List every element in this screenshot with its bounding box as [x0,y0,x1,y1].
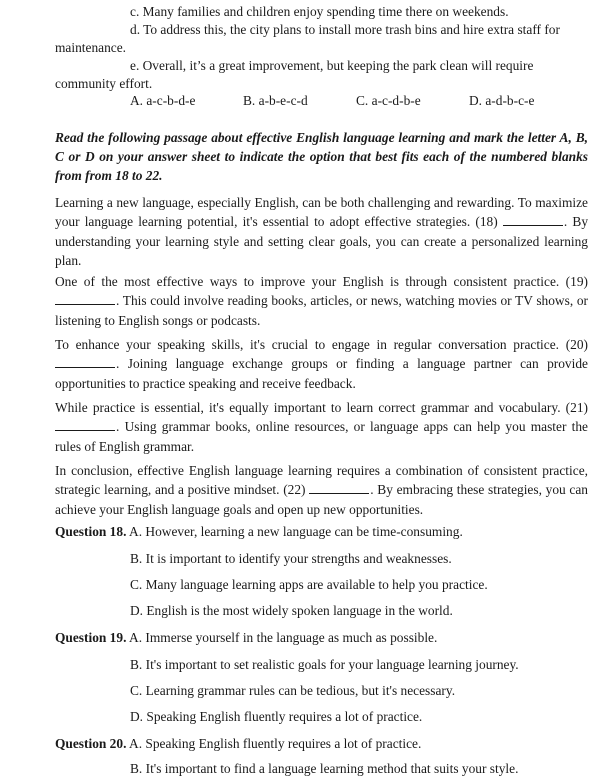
ordering-item-e: e. Overall, it’s a great improvement, but keeping the park clean will require [130,58,534,73]
answer-blank-22 [309,483,369,494]
ordering-item-d: d. To address this, the city plans to install more trash bins and hire extra staff for [130,22,560,37]
q19-option-a[interactable]: A. Immerse yourself in the language as much as possible. [129,630,438,645]
passage-paragraph-1 [55,193,588,270]
ordering-item-c: c. Many families and children enjoy spending time there on weekends. [130,4,509,19]
question-18 [55,524,463,540]
paragraph-text: While practice is essential, it's equally important to learn correct grammar and vocabulary. (21) [55,400,588,415]
option-c[interactable]: C. a-c-d-b-e [356,93,421,108]
question-label: Question 20. [55,736,127,751]
paragraph-text: . By embracing these strategies, you can achieve your English language goals and open up new opportunities. [55,482,588,517]
answer-blank-21 [55,420,115,431]
question-label: Question 19. [55,630,127,645]
q18-option-a[interactable]: A. However, learning a new language can be time-consuming. [129,524,463,539]
paragraph-text: . By understanding your learning style and setting clear goals, you can create a personalized learning plan. [55,214,589,268]
q18-option-c[interactable]: C. Many language learning apps are available to help you practice. [130,577,488,592]
option-a[interactable]: A. a-c-b-d-e [130,93,196,108]
section-instruction: Read the following passage about effective English language learning and mark the letter A, B, C or D on your answer sheet to indicate the option that best fits each of the numbered blanks from from 18 to 22. [55,130,588,183]
question-19 [55,630,437,646]
q20-option-a[interactable]: A. Speaking English fluently requires a lot of practice. [129,736,422,751]
passage-paragraph-2 [55,272,588,330]
ordering-item-d-cont: maintenance. [55,40,127,55]
question-label: Question 18. [55,524,127,539]
paragraph-text: . This could involve reading books, articles, or news, watching movies or TV shows, or listening to English songs or podcasts. [55,293,588,328]
answer-blank-19 [55,294,115,305]
passage-paragraph-3 [55,335,588,393]
q19-option-d[interactable]: D. Speaking English fluently requires a lot of practice. [130,709,423,724]
paragraph-text: Learning a new language, especially English, can be both challenging and rewarding. To maximize your language learning potential, it's essential to adopt effective strategies. (18) [55,195,588,230]
answer-blank-18 [503,215,563,226]
paragraph-text: To enhance your speaking skills, it's crucial to engage in regular conversation practice. (20) [55,337,588,352]
passage-paragraph-5 [55,461,588,519]
paragraph-text: . Using grammar books, online resources, or language apps can help you master the rules of English grammar. [55,419,588,454]
ordering-options [0,93,606,109]
q18-option-b[interactable]: B. It is important to identify your strengths and weaknesses. [130,551,452,566]
q20-option-b[interactable]: B. It's important to find a language learning method that suits your style. [130,761,519,776]
option-b[interactable]: B. a-b-e-c-d [243,93,308,108]
ordering-item-e-cont: community effort. [55,76,153,91]
q18-option-d[interactable]: D. English is the most widely spoken language in the world. [130,603,453,618]
paragraph-text: One of the most effective ways to improve your English is through consistent practice. (19) [55,274,588,289]
q19-option-b[interactable]: B. It's important to set realistic goals for your language learning journey. [130,657,519,672]
paragraph-text: In conclusion, effective English language learning requires a combination of consistent practice, strategic learning, and a positive mindset. (22) [55,463,588,498]
answer-blank-20 [55,357,115,368]
option-d[interactable]: D. a-d-b-c-e [469,93,535,108]
passage-paragraph-4 [55,398,588,456]
paragraph-text: . Joining language exchange groups or finding a language partner can provide opportunities to practice speaking and receive feedback. [55,356,588,391]
q19-option-c[interactable]: C. Learning grammar rules can be tedious, but it's necessary. [130,683,456,698]
question-20 [55,736,421,752]
